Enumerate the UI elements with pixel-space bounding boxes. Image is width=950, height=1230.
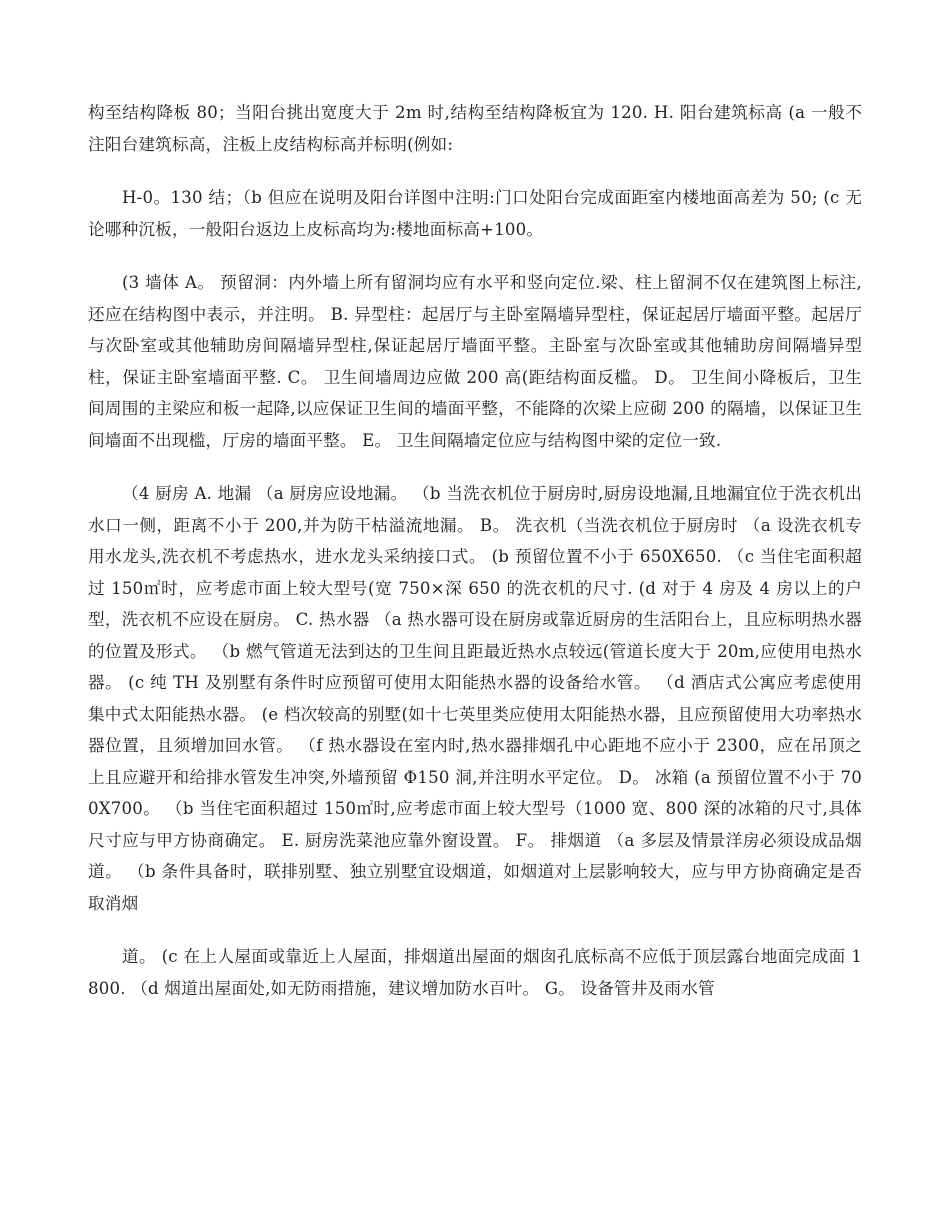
paragraph-kitchen: （4 厨房 A. 地漏 （a 厨房应设地漏。 （b 当洗衣机位于厨房时,厨房设地漏,且地漏宜位于洗衣机出水口一侧，距离不小于 200,并为防干枯溢流地漏。 B。 洗衣机（当洗衣机位于厨房时 （a 设洗衣机专用水龙头,洗衣机不考虑热水，进水龙头采纳接口式。 (b 预留位置不小于 650X650. （c 当住宅面积超过 150㎡时，应考虑市面上较大型号(宽 750×深 650 的洗衣机的尺寸. (d 对于 4 房及 4 房以上的户型，洗衣机不应设在厨房。 C. 热水器 （a 热水器可设在厨房或靠近厨房的生活阳台上，且应标明热水器的位置及形式。 （b 燃气管道无法到达的卫生间且距最近热水点较远(管道长度大于 20m,应使用电热水器。 (c 纯 TH 及别墅有条件时应预留可使用太阳能热水器的设备给水管。 （d 酒店式公寓应考虑使用集中式太阳能热水器。 (e 档次较高的别墅(如十七英里类应使用太阳能热水器，且应预留使用大功率热水器位置，且须增加回水管。 （f 热水器设在室内时,热水器排烟孔中心距地不应小于 2300，应在吊顶之上且应避开和给排水管发生冲突,外墙预留 Φ150 洞,并注明水平定位。 D。 冰箱 (a 预留位置不小于 700X700。 （b 当住宅面积超过 150㎡时,应考虑市面上较大型号（1000 宽、800 深的冰箱的尺寸,具体尺寸应与甲方协商确定。 E. 厨房洗菜池应靠外窗设置。 F。 排烟道 （a 多层及情景洋房必须设成品烟道。 （b 条件具备时，联排别墅、独立别墅宜设烟道，如烟道对上层影响较大，应与甲方协商确定是否取消烟	[88, 484, 862, 913]
paragraph-balcony-elevation: 构至结构降板 80；当阳台挑出宽度大于 2m 时,结构至结构降板宜为 120. H. 阳台建筑标高 (a 一般不注阳台建筑标高，注板上皮结构标高并标明(例如:	[88, 103, 862, 154]
paragraph-flue: 道。 (c 在上人屋面或靠近上人屋面，排烟道出屋面的烟囱孔底标高不应低于顶层露台地面完成面 1800. （d 烟道出屋面处,如无防雨措施，建议增加防水百叶。 G。 设备管井及雨水管	[88, 947, 862, 998]
paragraph-walls: (3 墙体 A。 预留洞：内外墙上所有留洞均应有水平和竖向定位.梁、柱上留洞不仅在建筑图上标注,还应在结构图中表示，并注明。 B. 异型柱：起居厅与主卧室隔墙异型柱，保证起居厅墙面平整。起居厅与次卧室或其他辅助房间隔墙异型柱,保证起居厅墙面平整。主卧室与次卧室或其他辅助房间隔墙异型柱，保证主卧室墙面平整. C。 卫生间墙周边应做 200 高(距结构面反槛。 D。 卫生间小降板后，卫生间周围的主梁应和板一起降,以应保证卫生间的墙面平整，不能降的次梁上应砌 200 的隔墙，以保证卫生间墙面不出现槛，厅房的墙面平整。 E。 卫生间隔墙定位应与结构图中梁的定位一致.	[88, 273, 862, 450]
paragraph-balcony-notes: H-0。130 结；（b 但应在说明及阳台详图中注明:门口处阳台完成面距室内楼地面高差为 50; (c 无论哪种沉板，一般阳台返边上皮标高均为:楼地面标高+100。	[88, 188, 862, 239]
